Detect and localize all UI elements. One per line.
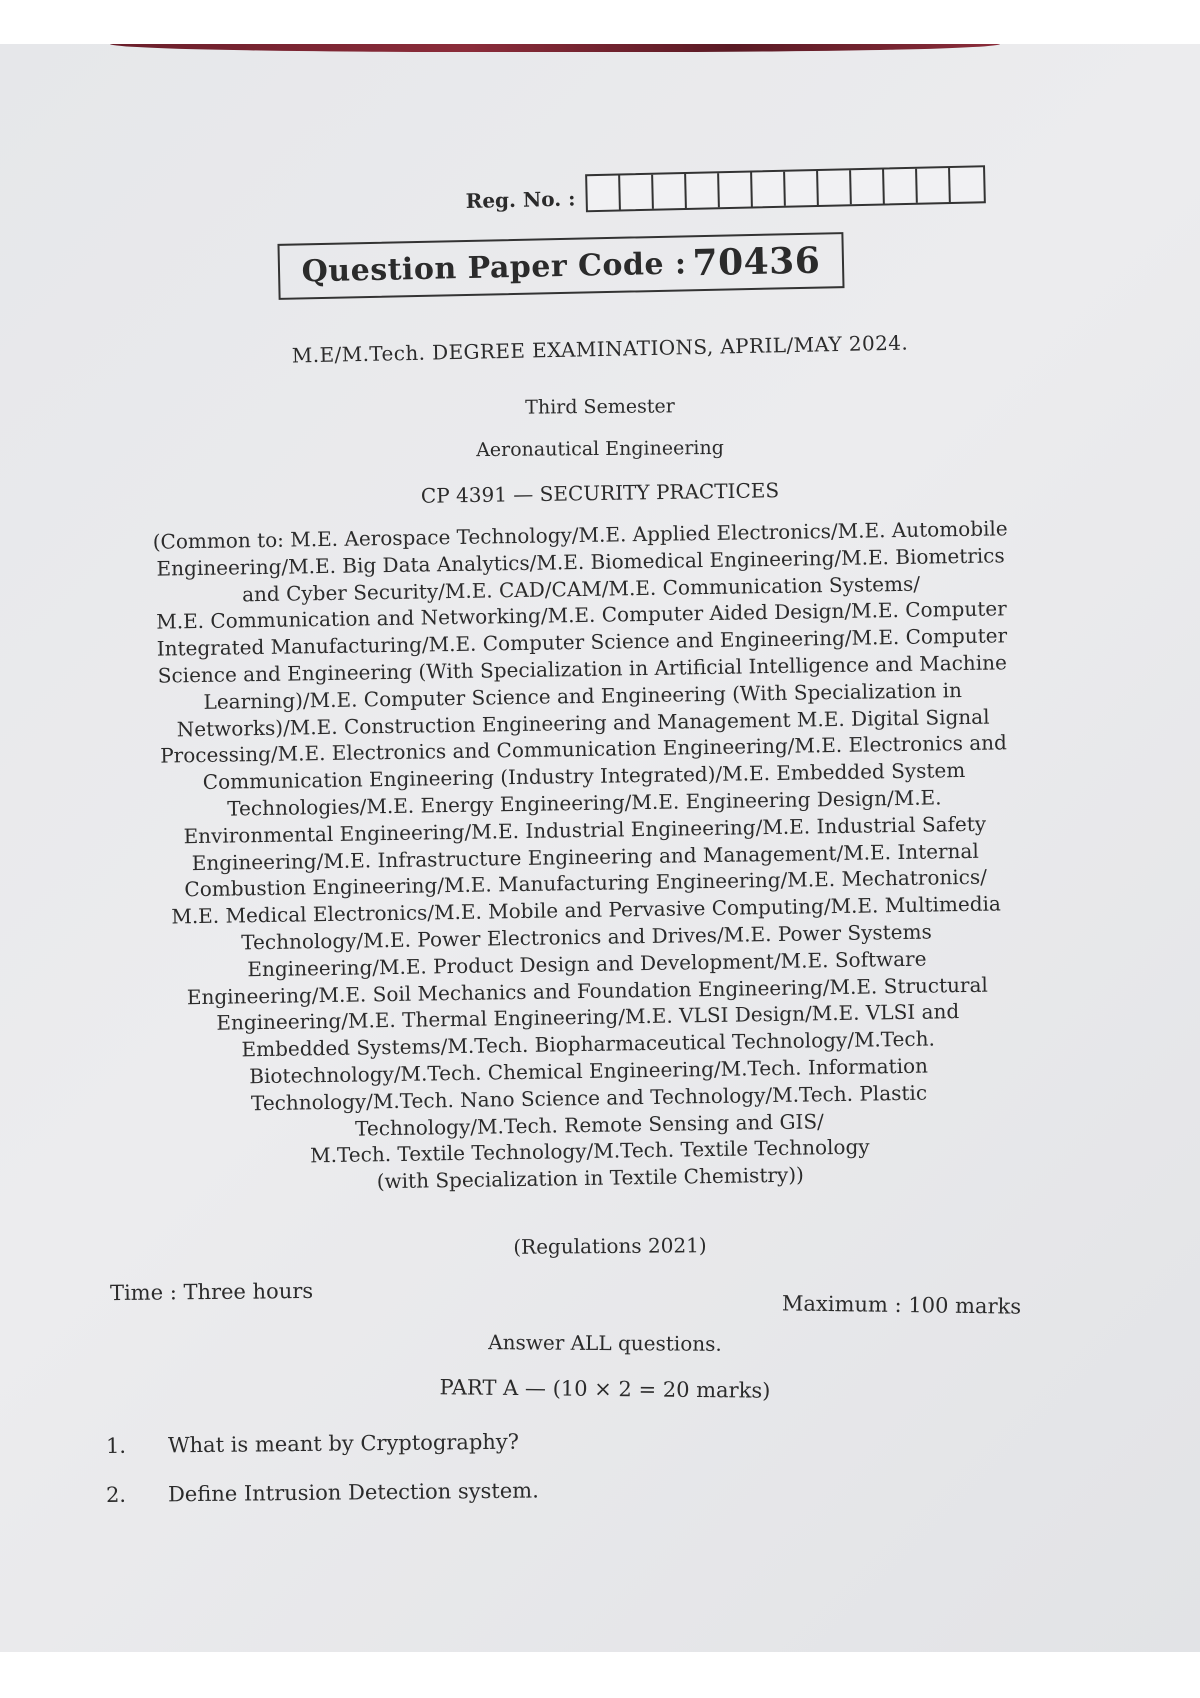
common-to-line: M.E. Communication and Networking/M.E. Computer Aided Design/M.E. Computer xyxy=(156,596,1007,635)
qp-code-number: 70436 xyxy=(692,239,821,285)
common-to-line: Embedded Systems/M.Tech. Biopharmaceutical Technology/M.Tech. xyxy=(241,1026,936,1062)
common-to-line: Processing/M.E. Electronics and Communication Engineering/M.E. Electronics and xyxy=(160,730,1008,768)
part-a-heading: PART A — (10 × 2 = 20 marks) xyxy=(439,1375,771,1403)
reg-number-box xyxy=(785,171,819,206)
reg-number-box xyxy=(653,174,687,209)
maximum-marks: Maximum : 100 marks xyxy=(781,1291,1022,1319)
reg-number-box xyxy=(587,175,621,210)
reg-number-box xyxy=(950,167,984,202)
question-number: 2. xyxy=(105,1482,127,1507)
common-to-line: Biotechnology/M.Tech. Chemical Engineering/M.Tech. Information xyxy=(249,1053,929,1089)
common-to-line: M.Tech. Textile Technology/M.Tech. Textile Technology xyxy=(310,1134,870,1168)
common-to-line: Combustion Engineering/M.E. Manufacturing Engineering/M.E. Mechatronics/ xyxy=(184,865,988,902)
question-2 xyxy=(106,1478,539,1507)
exam-duration: Time : Three hours xyxy=(109,1278,314,1306)
question-text: What is meant by Cryptography? xyxy=(167,1429,520,1458)
question-number: 1. xyxy=(105,1433,127,1458)
reg-number-field xyxy=(465,165,986,215)
regulations: (Regulations 2021) xyxy=(513,1233,707,1259)
reg-number-box xyxy=(851,170,885,205)
common-to-line: Technology/M.E. Power Electronics and Drives/M.E. Power Systems xyxy=(241,919,932,955)
common-to-line: and Cyber Security/M.E. CAD/CAM/M.E. Communication Systems/ xyxy=(241,571,921,606)
common-to-line: Technology/M.Tech. Nano Science and Technology/M.Tech. Plastic xyxy=(250,1080,928,1115)
common-to-line: (with Specialization in Textile Chemistry)) xyxy=(376,1162,805,1194)
common-to-programmes xyxy=(130,515,1040,1199)
common-to-line: Science and Engineering (With Specialization in Artificial Intelligence and Machine xyxy=(157,650,1008,688)
top-margin xyxy=(0,0,1200,44)
reg-number-box xyxy=(917,168,951,203)
common-to-line: Engineering/M.E. Product Design and Development/M.E. Software xyxy=(247,946,927,982)
reg-number-box xyxy=(752,172,786,207)
common-to-line: Technologies/M.E. Energy Engineering/M.E. Engineering Design/M.E. xyxy=(227,785,942,821)
common-to-line: Engineering/M.E. Big Data Analytics/M.E. Biomedical Engineering/M.E. Biometrics xyxy=(156,543,1005,581)
common-to-line: M.E. Medical Electronics/M.E. Mobile and Pervasive Computing/M.E. Multimedia xyxy=(171,891,1002,929)
bottom-margin xyxy=(0,1652,1200,1698)
question-1 xyxy=(106,1430,519,1458)
department: Aeronautical Engineering xyxy=(476,436,724,462)
common-to-line: Integrated Manufacturing/M.E. Computer Science and Engineering/M.E. Computer xyxy=(156,623,1008,661)
reg-label: Reg. No. : xyxy=(465,186,576,214)
common-to-line: Engineering/M.E. Soil Mechanics and Foundation Engineering/M.E. Structural xyxy=(186,972,988,1009)
common-to-line: Environmental Engineering/M.E. Industrial Engineering/M.E. Industrial Safety xyxy=(183,811,987,849)
question-text: Define Intrusion Detection system. xyxy=(167,1478,539,1507)
qp-code-label: Question Paper Code : xyxy=(301,245,687,289)
reg-number-box xyxy=(818,170,852,205)
exam-paper-sheet xyxy=(0,44,1200,1652)
reg-number-box xyxy=(884,169,918,204)
common-to-line: Communication Engineering (Industry Integrated)/M.E. Embedded System xyxy=(202,758,966,795)
question-paper-code-box xyxy=(277,232,844,300)
common-to-line: (Common to: M.E. Aerospace Technology/M.E. Applied Electronics/M.E. Automobile xyxy=(152,516,1008,554)
reg-number-box xyxy=(620,175,654,210)
instruction: Answer ALL questions. xyxy=(488,1330,722,1356)
common-to-line: Engineering/M.E. Thermal Engineering/M.E. VLSI Design/M.E. VLSI and xyxy=(216,999,960,1036)
semester: Third Semester xyxy=(525,395,675,419)
reg-number-boxes xyxy=(585,165,986,212)
common-to-line: Engineering/M.E. Infrastructure Engineering and Management/M.E. Internal xyxy=(191,838,979,875)
common-to-line: Networks)/M.E. Construction Engineering and Management M.E. Digital Signal xyxy=(176,704,990,741)
course-title: CP 4391 — SECURITY PRACTICES xyxy=(420,478,780,508)
common-to-line: Technology/M.Tech. Remote Sensing and GIS/ xyxy=(354,1108,824,1141)
common-to-line: Learning)/M.E. Computer Science and Engineering (With Specialization in xyxy=(203,677,963,714)
reg-number-box xyxy=(719,173,753,208)
reg-number-box xyxy=(686,173,720,208)
exam-title: M.E/M.Tech. DEGREE EXAMINATIONS, APRIL/MAY 2024. xyxy=(291,330,909,368)
